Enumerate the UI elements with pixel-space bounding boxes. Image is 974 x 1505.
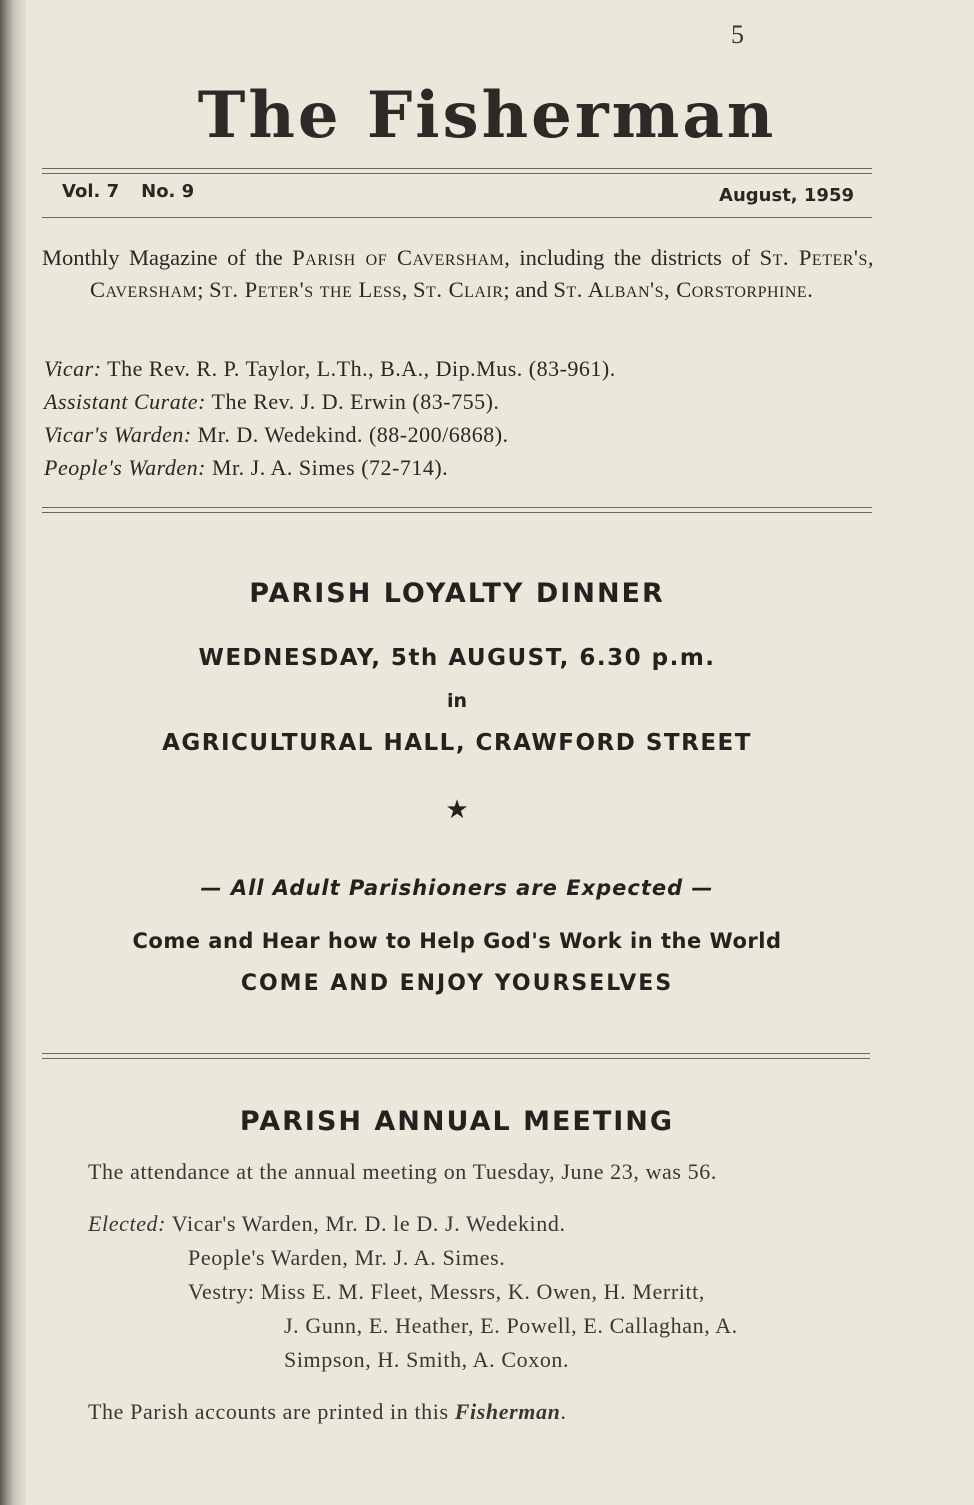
issue-line [62,181,854,206]
elected-vestry-3: Simpson, H. Smith, A. Coxon. [284,1347,570,1372]
district-st-peters: St. Peter's, Caversham [90,245,874,302]
section-divider-2 [42,1053,870,1059]
elected-vestry-2: J. Gunn, E. Heather, E. Powell, E. Callaghan, A. [284,1313,738,1338]
dinner-in: in [446,690,468,712]
elected-peoples-warden: People's Warden, Mr. J. A. Simes. [188,1245,506,1270]
star-ornament: ★ [445,795,469,824]
annual-meeting-title: PARISH ANNUAL MEETING [239,1106,675,1137]
annual-meeting-body [88,1155,870,1429]
elected-vestry-1: Vestry: Miss E. M. Fleet, Messrs, K. Owen, H. Merritt, [188,1279,705,1304]
attendance-line: The attendance at the annual meeting on Tuesday, June 23, was 56. [88,1159,717,1184]
dinner-enjoy: COME AND ENJOY YOURSELVES [240,971,674,996]
issue-date: August, 1959 [719,185,854,206]
dinner-where: AGRICULTURAL HALL, CRAWFORD STREET [162,730,752,756]
masthead-rule-bottom [42,217,872,218]
issue-number: No. 9 [141,181,195,202]
dinner-title: PARISH LOYALTY DINNER [249,578,665,609]
fisherman-reference: Fisherman [454,1399,561,1424]
masthead-title: The Fisherman [197,78,777,153]
dinner-hear: Come and Hear how to Help God's Work in the World [132,929,782,953]
officer-peoples-warden: People's Warden: Mr. J. A. Simes (72-714). [44,455,449,480]
district-st-albans: St. Alban's, Corstorphine [553,277,808,302]
page-mark: 5 [731,20,744,49]
officers-list [44,352,616,484]
intro-paragraph: Monthly Magazine of the Parish of Caversham, including the districts of St. Peter's, Caversham; St. Peter's the Less, St. Clair; and St. Alban's, Corstorphine. [42,245,874,302]
parish-name: Parish of Caversham [292,245,505,270]
district-st-clair: St. Clair [413,277,504,302]
elected-vicars-warden: Elected: Vicar's Warden, Mr. D. le D. J. Wedekind. [88,1211,566,1236]
officer-assistant-curate: Assistant Curate: The Rev. J. D. Erwin (83-755). [44,389,500,414]
dinner-when: WEDNESDAY, 5th AUGUST, 6.30 p.m. [198,645,716,671]
officer-vicars-warden: Vicar's Warden: Mr. D. Wedekind. (88-200/6868). [44,422,509,447]
accounts-note: The Parish accounts are printed in this Fisherman. [88,1399,567,1424]
district-st-peters-less: St. Peter's the Less [209,277,402,302]
masthead-rule-top [42,168,872,174]
officer-vicar: Vicar: The Rev. R. P. Taylor, L.Th., B.A., Dip.Mus. (83-961). [44,356,616,381]
volume: Vol. 7 [62,181,120,202]
section-divider-1 [42,507,872,513]
dinner-expected: — All Adult Parishioners are Expected — [200,876,714,900]
